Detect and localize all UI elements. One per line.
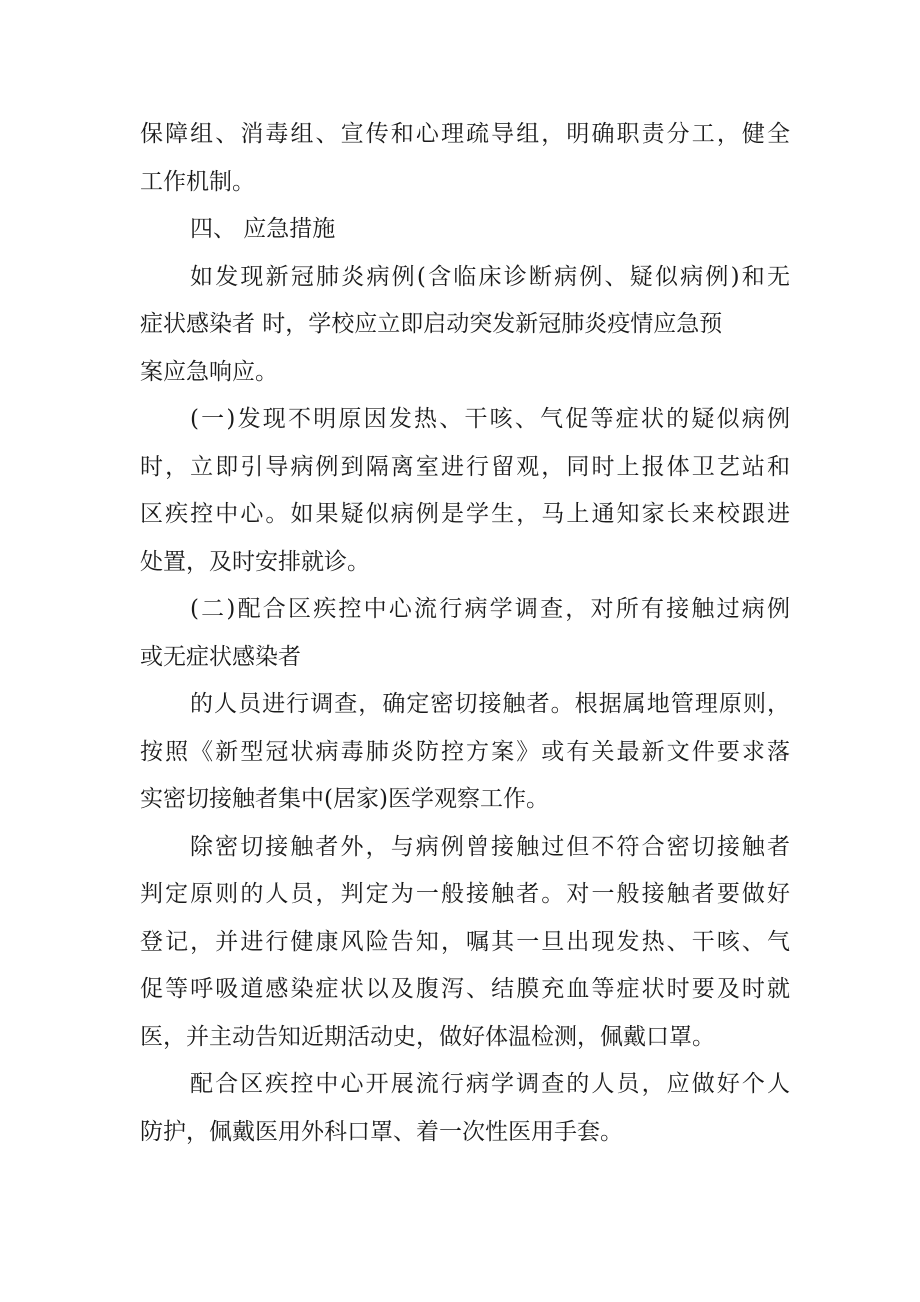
paragraph-line: 判定原则的人员，判定为一般接触者。对一般接触者要做好 [140,881,790,907]
paragraph-line: 保障组、消毒组、宣传和心理疏导组，明确职责分工，健全 [140,121,790,147]
paragraph-line: 时，立即引导病例到隔离室进行留观，同时上报体卫艺站和 [140,453,790,480]
paragraph-line: 或无症状感染者 [140,643,301,670]
paragraph-line: 案应急响应。 [140,358,278,385]
section-heading: 四、 应急措施 [190,216,336,242]
paragraph-line: 工作机制。 [140,168,255,195]
paragraph-line: 实密切接触者集中(居家)医学观察工作。 [140,786,549,812]
paragraph-line: 促等呼吸道感染症状以及腹泻、结膜充血等症状时要及时就 [140,976,790,1002]
paragraph-line: 症状感染者 时，学校应立即启动突发新冠肺炎疫情应急预 [140,311,723,337]
paragraph-line: 除密切接触者外，与病例曾接触过但不符合密切接触者 [190,833,790,860]
paragraph-line: 如发现新冠肺炎病例(含临床诊断病例、疑似病例)和无 [190,263,790,290]
paragraph-line: (二)配合区疾控中心流行病学调查，对所有接触过病例 [190,596,790,622]
paragraph-line: (一)发现不明原因发热、干咳、气促等症状的疑似病例 [190,406,790,432]
paragraph-line: 配合区疾控中心开展流行病学调查的人员，应做好个人 [190,1071,790,1097]
paragraph-line: 处置，及时安排就诊。 [140,548,370,575]
paragraph-line: 的人员进行调查，确定密切接触者。根据属地管理原则， [190,691,790,717]
paragraph-line: 医，并主动告知近期活动史，做好体温检测，佩戴口罩。 [140,1023,715,1050]
paragraph-line: 按照《新型冠状病毒肺炎防控方案》或有关最新文件要求落 [140,738,790,765]
paragraph-line: 登记，并进行健康风险告知，嘱其一旦出现发热、干咳、气 [140,928,790,955]
paragraph-line: 防护，佩戴医用外科口罩、着一次性医用手套。 [140,1118,623,1145]
paragraph-line: 区疾控中心。如果疑似病例是学生，马上通知家长来校跟进 [140,501,790,527]
document-body [140,111,790,1156]
